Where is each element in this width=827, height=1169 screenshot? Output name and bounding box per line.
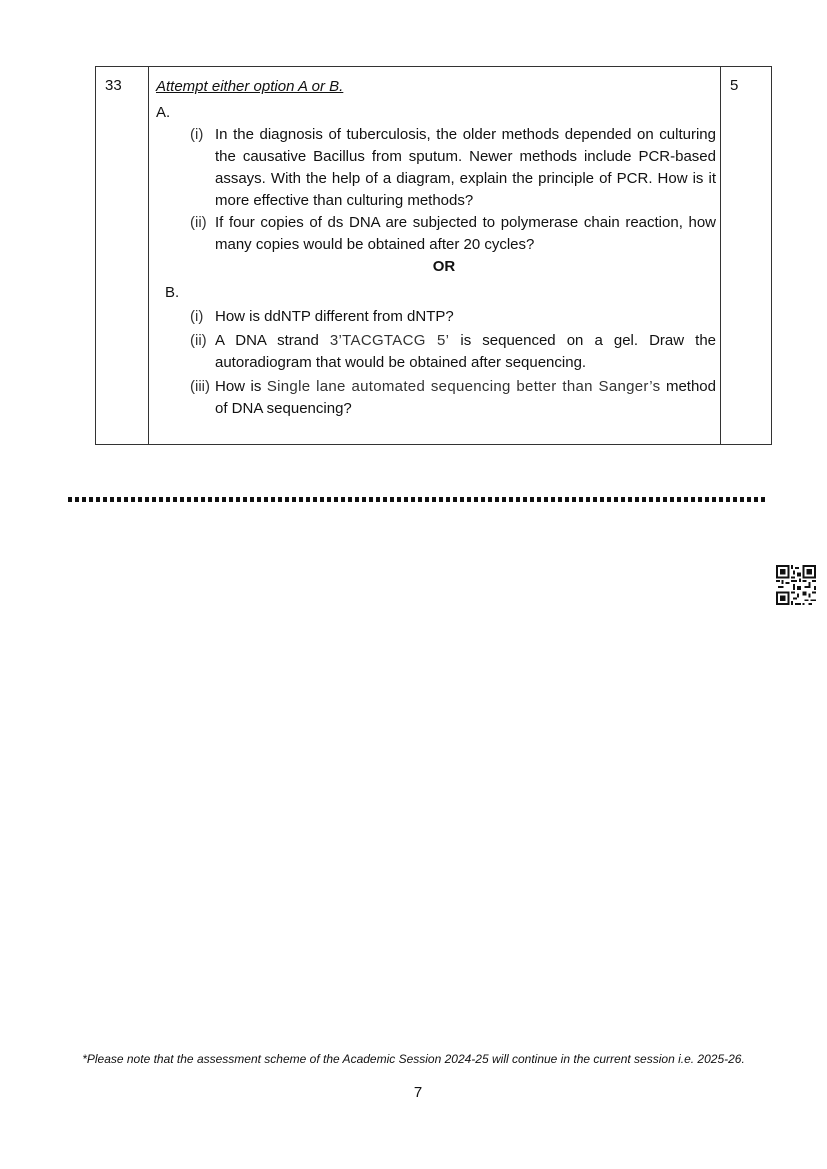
item-text-part: method of DNA sequencing? (215, 378, 716, 417)
item-text-part: How is (215, 378, 267, 395)
item-number: (i) (190, 308, 204, 325)
question-table (95, 66, 772, 445)
option-a-label: A. (156, 104, 171, 121)
or-separator: OR (432, 258, 456, 275)
item-number: (iii) (190, 378, 210, 395)
end-of-paper-dotted-line (68, 497, 766, 502)
question-instruction: Attempt either option A or B. (156, 78, 344, 95)
item-number: (ii) (190, 214, 207, 231)
question-marks: 5 (730, 77, 739, 94)
option-b-item (190, 330, 716, 374)
column-divider (720, 67, 721, 444)
item-text: In the diagnosis of tuberculosis, the older methods depended on culturing the causative Bacillus from sputum. Newer methods include PCR-based assays. With the help of a diagram, explain the principle of PCR. How is it more effective than culturing methods? (215, 126, 716, 209)
item-text-part: is sequenced on a gel. Draw the autoradiogram that would be obtained after sequencing. (215, 332, 717, 371)
item-text (215, 330, 716, 374)
item-text: If four copies of ds DNA are subjected to polymerase chain reaction, how many copies would be obtained after 20 cycles? (215, 214, 716, 253)
question-content (156, 76, 716, 420)
dna-strand-sequence: 3’TACGTACG 5’ (329, 332, 450, 349)
item-number: (i) (190, 126, 204, 143)
item-text (215, 376, 716, 420)
item-text: How is ddNTP different from dNTP? (215, 308, 454, 325)
item-number: (ii) (190, 332, 207, 349)
qr-code-icon (776, 565, 816, 605)
option-b-label: B. (165, 284, 180, 301)
page-number: 7 (413, 1084, 423, 1101)
assessment-scheme-footnote: *Please note that the assessment scheme of the Academic Session 2024-25 will continue in the current session i.e. 2025-26. (82, 1052, 745, 1066)
item-text-part: A DNA strand (215, 332, 330, 349)
column-divider (148, 67, 149, 444)
option-a-item (190, 124, 716, 212)
option-b-item (190, 376, 716, 420)
option-b-item (190, 306, 716, 328)
option-a-item (190, 212, 716, 256)
question-number: 33 (105, 77, 122, 94)
item-text-part: Single lane automated sequencing better than Sanger’s (266, 378, 661, 395)
